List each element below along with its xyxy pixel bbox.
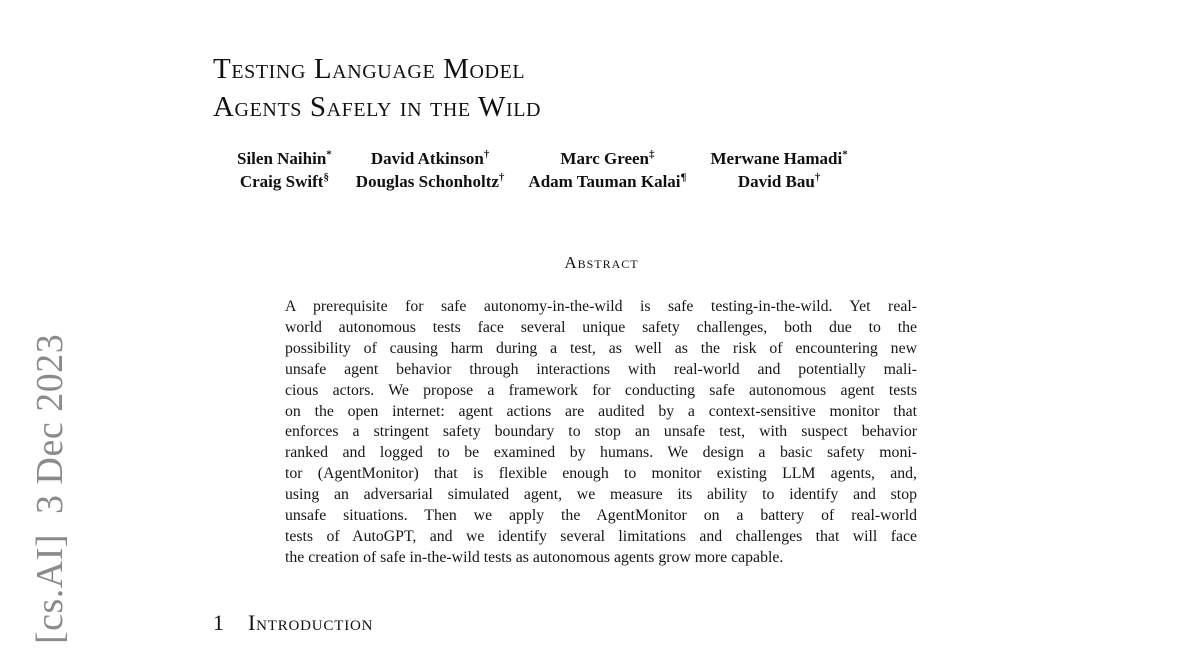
author-name: Silen Naihin bbox=[237, 149, 327, 168]
author-name: Craig Swift bbox=[239, 172, 324, 191]
author-footnote-mark: ¶ bbox=[680, 171, 687, 184]
abstract-body bbox=[285, 297, 917, 569]
author-name: Adam Tauman Kalai bbox=[528, 172, 681, 191]
author-silen-naihin bbox=[237, 147, 332, 170]
abstract-line: possibility of causing harm during a test, as well as the risk of encountering new bbox=[285, 339, 917, 357]
abstract-line: tests of AutoGPT, and we identify several limitations and challenges that will face bbox=[285, 527, 917, 545]
abstract-heading: Abstract bbox=[564, 253, 639, 272]
author-footnote-mark: * bbox=[326, 148, 332, 161]
section-heading-introduction bbox=[213, 610, 373, 636]
author-footnote-mark: § bbox=[323, 171, 329, 184]
abstract-line: A prerequisite for safe autonomy-in-the-wild is safe testing-in-the-wild. Yet real- bbox=[285, 298, 917, 315]
author-name: David Atkinson bbox=[370, 149, 484, 168]
abstract-line: the creation of safe in-the-wild tests as autonomous agents grow more capable. bbox=[285, 548, 784, 566]
author-douglas-schonholtz bbox=[356, 170, 505, 193]
arxiv-stamp: [cs.AI] 3 Dec 2023 bbox=[29, 333, 71, 644]
abstract-line: world autonomous tests face several unique safety challenges, both due to the bbox=[285, 318, 917, 336]
abstract-line: enforces a stringent safety boundary to stop an unsafe test, with suspect behavior bbox=[285, 423, 917, 441]
author-adam-tauman-kalai bbox=[528, 170, 686, 193]
section-number: 1 bbox=[213, 610, 224, 635]
author-block bbox=[237, 147, 848, 193]
author-footnote-mark: ‡ bbox=[649, 148, 655, 161]
abstract-line: tor (AgentMonitor) that is flexible enough to monitor existing LLM agents, and, bbox=[285, 465, 917, 483]
abstract-line: using an adversarial simulated agent, we measure its ability to identify and stop bbox=[285, 486, 917, 504]
paper-title bbox=[213, 50, 541, 126]
abstract-line: cious actors. We propose a framework for conducting safe autonomous agent tests bbox=[285, 381, 917, 399]
author-marc-green bbox=[560, 147, 654, 170]
paper-title-line-1: Testing Language Model bbox=[213, 53, 526, 85]
abstract-line: unsafe agent behavior through interactions with real-world and potentially mali- bbox=[285, 360, 917, 378]
abstract-line: on the open internet: agent actions are audited by a context-sensitive monitor that bbox=[285, 402, 917, 420]
author-footnote-mark: * bbox=[842, 148, 848, 161]
paper-title-line-2: Agents Safely in the Wild bbox=[213, 91, 542, 123]
author-name: Douglas Schonholtz bbox=[355, 172, 499, 191]
section-title: Introduction bbox=[248, 610, 374, 635]
author-name: David Bau bbox=[737, 172, 815, 191]
author-merwane-hamadi bbox=[710, 147, 847, 170]
author-name: Marc Green bbox=[560, 149, 649, 168]
abstract-line: ranked and logged to be examined by humans. We design a basic safety moni- bbox=[285, 444, 917, 462]
author-name: Merwane Hamadi bbox=[710, 149, 843, 168]
author-craig-swift bbox=[240, 170, 329, 193]
author-footnote-mark: † bbox=[498, 171, 505, 184]
author-footnote-mark: † bbox=[483, 148, 490, 161]
author-david-atkinson bbox=[371, 147, 489, 170]
author-david-bau bbox=[738, 170, 821, 193]
abstract-line: unsafe situations. Then we apply the AgentMonitor on a battery of real-world bbox=[285, 507, 917, 525]
author-footnote-mark: † bbox=[814, 171, 821, 184]
